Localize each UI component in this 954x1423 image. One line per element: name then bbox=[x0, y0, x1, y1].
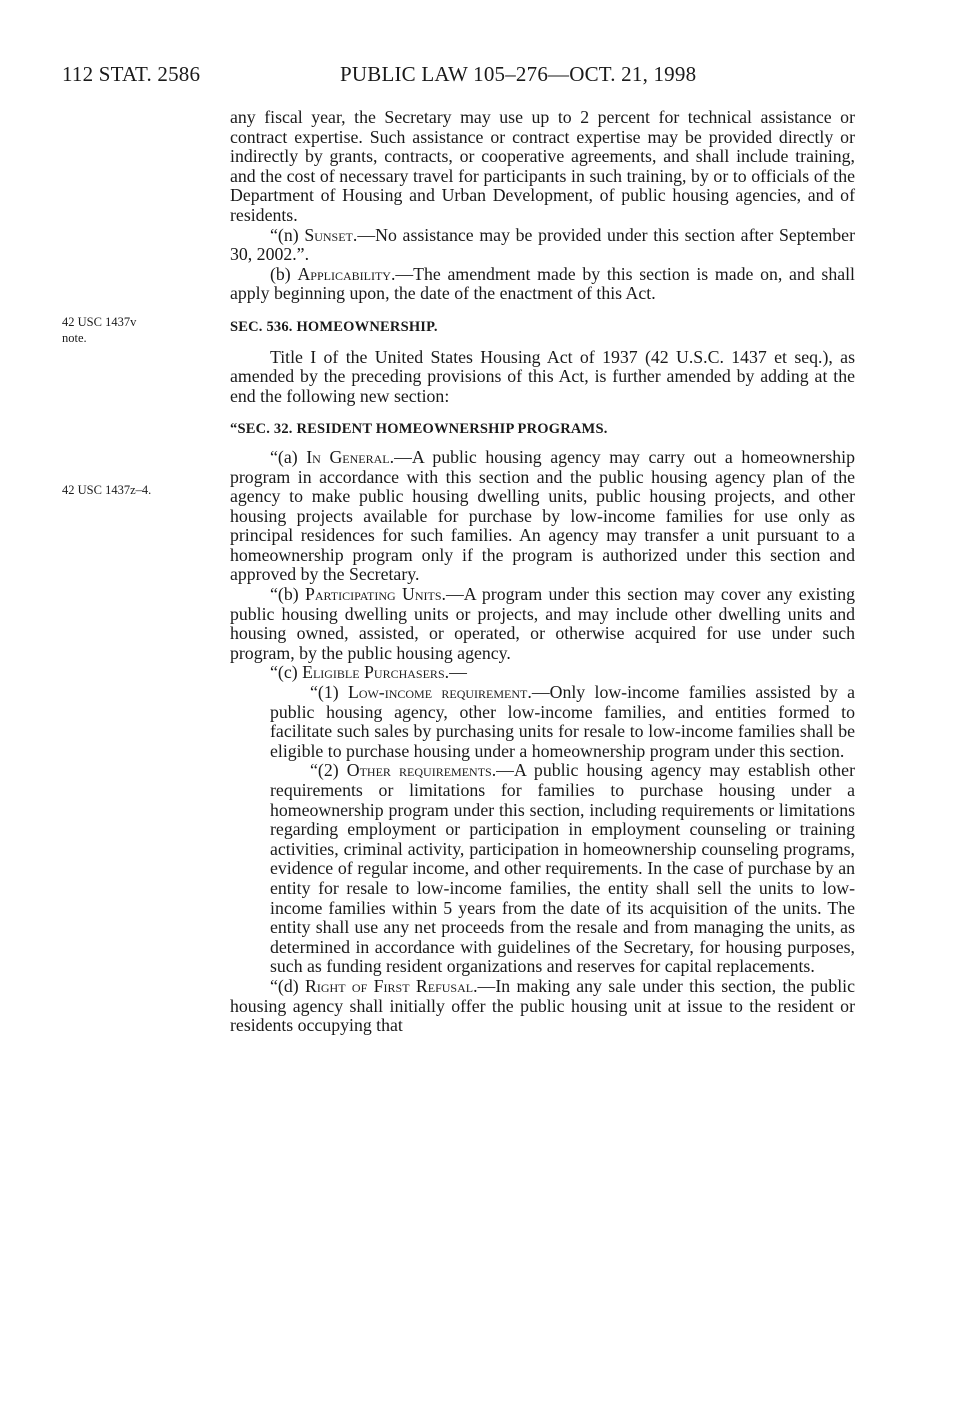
paragraph-c2-other-requirements: “(2) Other requirements.—A public housing agency may establish other requirements or limitations for families to purchase housing under a homeownership program under this section, including requirements or limitations regarding employment or participation in employment counseling or training activities, criminal activity, participation in homeownership counseling programs, evidence of regular income, and other requirements. In the case of purchase by an entity for resale to low-income families, the entity shall sell the units to low-income families within 5 years from the date of its acquisition of the units. The entity shall use any net proceeds from the resale and from managing the units, as determined in accordance with guidelines of the Secretary, for housing purposes, such as funding resident organizations and reserves for capital replacements. bbox=[270, 760, 855, 977]
statute-page-number: 112 STAT. 2586 bbox=[62, 62, 201, 86]
public-law-title: PUBLIC LAW 105–276—OCT. 21, 1998 bbox=[340, 62, 697, 86]
page-header bbox=[62, 62, 892, 88]
heading-low-income-requirement: Low-income requirement bbox=[347, 682, 528, 703]
paragraph-b-participating-units: “(b) Participating Units.—A program under this section may cover any existing public housing dwelling units or projects, and may include other dwelling units and housing owned, assisted, or operated, or otherwise acquired for use under such program, by the public housing agency. bbox=[230, 584, 855, 663]
paragraph-m-continued: any fiscal year, the Secretary may use up to 2 percent for technical assistance or contract expertise. Such assistance or contract expertise may be provided directly or indirectly by grants, contracts, or cooperative agreements, and shall include training, and the cost of necessary travel for participants in such training, by or to officials of the Department of Housing and Urban Development, of public housing agencies, and of residents. bbox=[230, 107, 855, 225]
paragraph-b-applicability: (b) Applicability.—The amendment made by this section is made on, and shall apply beginning upon, the date of the enactment of this Act. bbox=[230, 263, 855, 304]
paragraph-d-right-of-first-refusal: “(d) Right of First Refusal.—In making any sale under this section, the public housing agency shall initially offer the public housing unit at issue to the resident or residents occupying that bbox=[230, 975, 855, 1036]
paragraph-a-in-general: “(a) In General.—A public housing agency may carry out a homeownership program in accordance with this section and the public housing agency plan of the agency to make public housing dwelling units, public housing projects, and other housing projects available for purchase by low-income families for use only as principal residences for such families. An agency may transfer a unit pursuant to a homeownership program only if the program is authorized under this section and approved by the Secretary. bbox=[230, 446, 856, 585]
paragraph-c1-low-income: “(1) Low-income requirement.—Only low-income families assisted by a public housing agency, other low-income families, and entities formed to facilitate such sales by purchasing units for resale to low-income families shall be eligible to purchase housing under a homeownership program under this section. bbox=[270, 682, 855, 761]
margin-note-1437v bbox=[62, 314, 136, 346]
margin-note-line: note. bbox=[62, 331, 87, 345]
heading-applicability: Applicability bbox=[297, 263, 391, 284]
page-body bbox=[230, 108, 855, 1036]
section-32-heading: “SEC. 32. RESIDENT HOMEOWNERSHIP PROGRAMS. bbox=[230, 421, 608, 438]
margin-note-1437z4: 42 USC 1437z–4. bbox=[62, 483, 152, 497]
heading-sunset: Sunset bbox=[304, 224, 353, 245]
heading-in-general: In General bbox=[306, 446, 390, 467]
margin-note-line: 42 USC 1437v bbox=[62, 315, 137, 329]
heading-participating-units: Participating Units bbox=[304, 584, 442, 605]
paragraph-n-sunset: “(n) Sunset.—No assistance may be provided under this section after September 30, 2002.”. bbox=[230, 224, 855, 265]
heading-other-requirements: Other requirements bbox=[346, 760, 492, 781]
heading-right-of-first-refusal: Right of First Refusal bbox=[305, 975, 474, 996]
section-536-heading: SEC. 536. HOMEOWNERSHIP. bbox=[230, 318, 438, 335]
paragraph-c-eligible-purchasers: “(c) Eligible Purchasers.— bbox=[270, 662, 467, 683]
heading-eligible-purchasers: Eligible Purchasers bbox=[302, 662, 445, 683]
section-536-intro: Title I of the United States Housing Act of 1937 (42 U.S.C. 1437 et seq.), as amended by the preceding provisions of this Act, is further amended by adding at the end the following new section: bbox=[230, 346, 855, 406]
